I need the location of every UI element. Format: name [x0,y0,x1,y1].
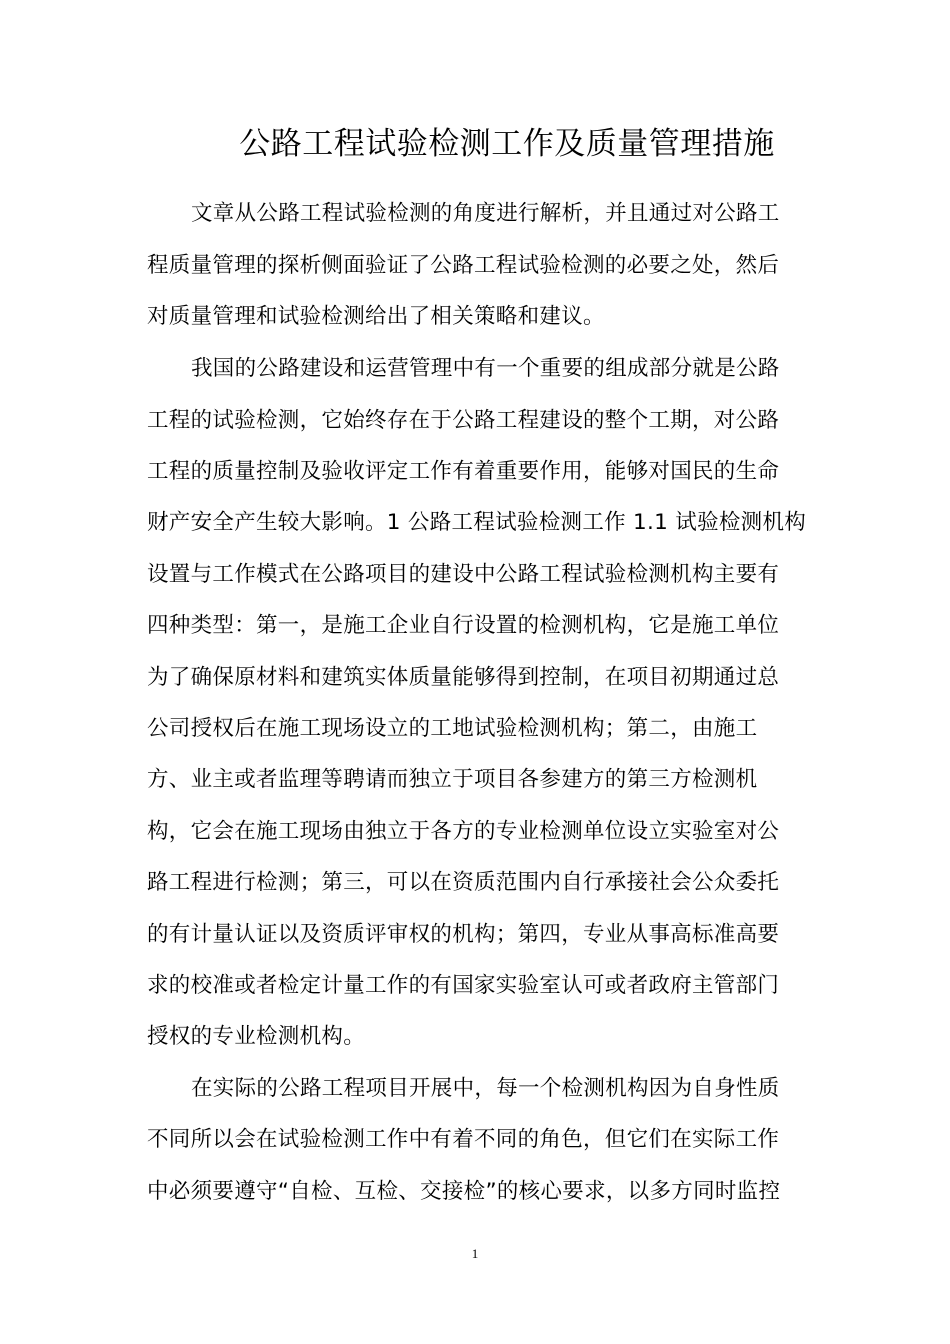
paragraph-2-line-3: 工程的质量控制及验收评定工作有着重要作用，能够对国民的生命 [147,459,780,484]
paragraph-2-line-13: 求的校准或者检定计量工作的有国家实验室认可或者政府主管部门 [147,973,780,998]
paragraph-2-line-8: 公司授权后在施工现场设立的工地试验检测机构；第二，由施工 [147,716,758,741]
paragraph-2-line-6: 四种类型：第一，是施工企业自行设置的检测机构，它是施工单位 [147,613,780,638]
paragraph-3-line-3: 中必须要遵守“自检、互检、交接检”的核心要求，以多方同时监控 [147,1179,781,1204]
paragraph-2-line-4: 财产安全产生较大影响。1 公路工程试验检测工作 1.1 试验检测机构 [147,510,807,535]
document-title: 公路工程试验检测工作及质量管理措施 [239,126,775,162]
paragraph-2-line-5: 设置与工作模式在公路项目的建设中公路工程试验检测机构主要有 [147,562,780,587]
paragraph-3-line-1: 在实际的公路工程项目开展中，每一个检测机构因为自身性质 [191,1076,780,1101]
paragraph-3-line-2: 不同所以会在试验检测工作中有着不同的角色，但它们在实际工作 [147,1127,780,1152]
paragraph-2-line-1: 我国的公路建设和运营管理中有一个重要的组成部分就是公路 [191,356,780,381]
paragraph-2-line-12: 的有计量认证以及资质评审权的机构；第四，专业从事高标准高要 [147,922,780,947]
paragraph-2-line-11: 路工程进行检测；第三，可以在资质范围内自行承接社会公众委托 [147,870,780,895]
paragraph-2-line-9: 方、业主或者监理等聘请而独立于项目各参建方的第三方检测机 [147,767,758,792]
paragraph-2-line-14: 授权的专业检测机构。 [147,1024,366,1049]
paragraph-2-line-10: 构，它会在施工现场由独立于各方的专业检测单位设立实验室对公 [147,819,780,844]
paragraph-1-line-3: 对质量管理和试验检测给出了相关策略和建议。 [147,304,605,329]
page-number: 1 [471,1246,479,1261]
paragraph-1-line-2: 程质量管理的探析侧面验证了公路工程试验检测的必要之处，然后 [147,253,780,278]
paragraph-2-line-7: 为了确保原材料和建筑实体质量能够得到控制，在项目初期通过总 [147,665,780,690]
paragraph-2-line-2: 工程的试验检测，它始终存在于公路工程建设的整个工期，对公路 [147,408,780,433]
paragraph-1-line-1: 文章从公路工程试验检测的角度进行解析，并且通过对公路工 [191,201,780,226]
